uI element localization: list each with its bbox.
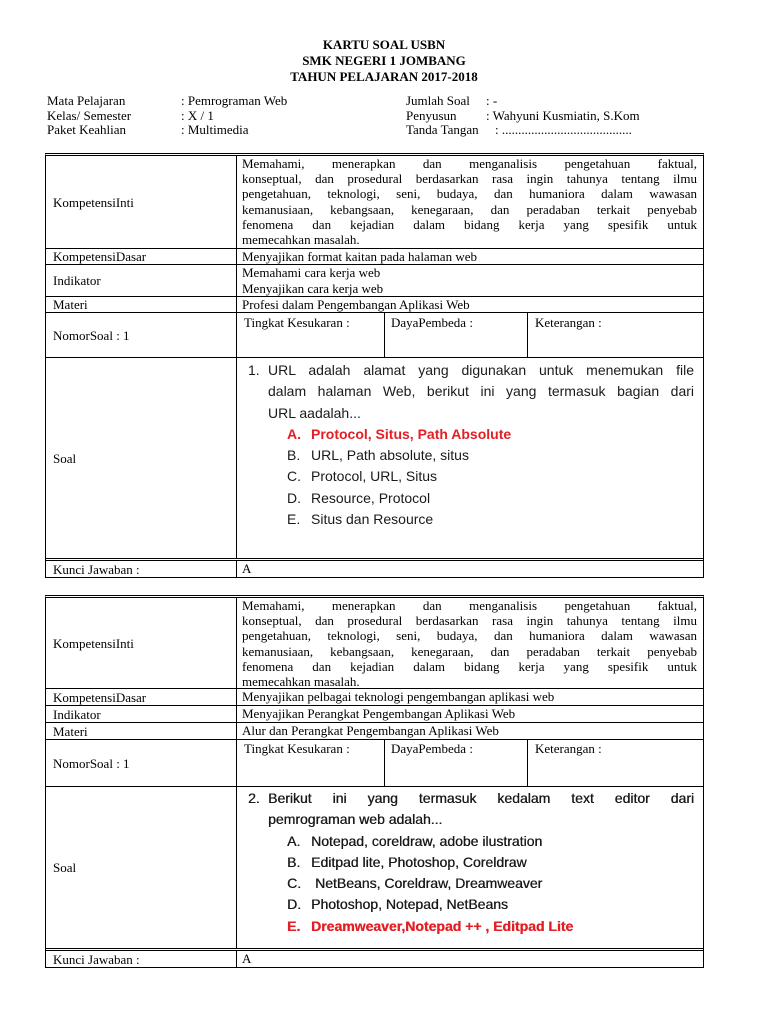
text-line: pengetahuan, teknologi, seni, budaya, dan humaniora dalam wawasan (242, 186, 697, 202)
signature-line: : ........................................ (495, 122, 632, 137)
kompetensi-dasar-label: KompetensiDasar (53, 689, 147, 705)
indikator-label-cell (46, 706, 237, 722)
question-line: dalam halaman Web, berikut ini yang termasuk bagian dari (268, 383, 694, 400)
option-text: Protocol, URL, Situs (311, 468, 438, 485)
row-kunci-jawaban (46, 951, 703, 968)
text-line: pengetahuan, teknologi, seni, budaya, dan humaniora dalam wawasan (242, 628, 697, 644)
nomor-soal-label: NomorSoal : 1 (53, 327, 130, 343)
question-number: 2. (248, 790, 260, 806)
option-letter: D. (287, 489, 301, 506)
question-line (248, 360, 694, 381)
row-kompetensi-dasar (46, 689, 703, 706)
kompetensi-inti-text (237, 156, 703, 248)
soal-label: Soal (53, 860, 77, 875)
soal-label-cell (46, 358, 237, 558)
question-number: 1. (248, 362, 260, 378)
materi-label-cell (46, 723, 237, 739)
option-letter: E. (287, 917, 301, 934)
question-line (248, 788, 694, 809)
author-label: Penyusun (406, 108, 457, 123)
answer-option (268, 466, 694, 487)
subject-label: Mata Pelajaran (47, 93, 126, 108)
row-kunci-jawaban (46, 561, 703, 578)
text-line: Memahami, menerapkan dan menganalisis pengetahuan faktual, (242, 598, 697, 613)
question-count-value: : - (486, 93, 498, 108)
class-semester-value: : X / 1 (181, 108, 214, 123)
indikator-text (237, 706, 703, 722)
row-nomor-soal (46, 313, 703, 358)
option-text: Resource, Protocol (311, 489, 431, 506)
kunci-jawaban-label-cell (46, 951, 237, 967)
remarks: Keterangan : (535, 315, 602, 330)
row-indikator (46, 265, 703, 297)
option-letter: E. (287, 511, 301, 528)
materi-label-cell (46, 297, 237, 312)
kompetensi-dasar-label-cell (46, 249, 237, 264)
question-line: URL aadalah... (268, 404, 361, 421)
question-body (237, 787, 703, 948)
indikator-item: Memahami cara kerja web (242, 265, 381, 280)
kompetensi-inti-label-cell (46, 156, 237, 248)
option-text: Editpad lite, Photoshop, Coreldraw (311, 853, 527, 870)
answer-option (268, 445, 694, 466)
question-meta (237, 740, 703, 786)
indikator-label: Indikator (53, 706, 101, 722)
indikator-label: Indikator (53, 273, 101, 288)
subject-value: : Pemrograman Web (181, 93, 288, 108)
indikator-label-cell (46, 265, 237, 296)
question-card-1 (45, 153, 704, 578)
discrimination-index: DayaPembeda : (385, 313, 528, 357)
soal-label: Soal (53, 450, 77, 466)
kompetensi-inti-label: KompetensiInti (53, 194, 134, 210)
row-indikator (46, 706, 703, 723)
kompetensi-dasar-label-cell (46, 689, 237, 705)
question-text: Berikut ini yang termasuk kedalam text editor dari (268, 790, 694, 806)
discrimination-index: DayaPembeda : (385, 740, 528, 786)
nomor-soal-label-cell (46, 313, 237, 357)
row-kompetensi-inti (46, 156, 703, 249)
text-line: fenomena dan kejadian dalam bidang kerja yang spesifik untuk (242, 658, 697, 674)
answer-option (268, 894, 694, 915)
option-text: Protocol, Situs, Path Absolute (311, 425, 512, 442)
option-letter: C. (287, 468, 301, 485)
answer-option (268, 488, 694, 509)
kompetensi-dasar-text: Menyajikan format kaitan pada halaman web (242, 249, 477, 264)
row-kompetensi-inti (46, 598, 703, 689)
kunci-jawaban-label-cell (46, 561, 237, 577)
kompetensi-dasar-label: KompetensiDasar (53, 249, 147, 264)
option-letter: C. (287, 875, 301, 892)
row-soal (46, 787, 703, 951)
nomor-soal-label-cell (46, 740, 237, 786)
text-line: konseptual, dan prosedural berdasarkan rasa ingin tahunya tentang ilmu (242, 613, 697, 629)
question-text: URL adalah alamat yang digunakan untuk menemukan file (268, 362, 694, 378)
option-letter: B. (287, 447, 301, 464)
option-text: Dreamweaver,Notepad ++ , Editpad Lite (311, 917, 574, 934)
answer-option (268, 509, 694, 530)
skill-package-label: Paket Keahlian (47, 122, 127, 137)
question-meta (237, 313, 703, 357)
materi-label: Materi (53, 297, 88, 312)
question-count-label: Jumlah Soal (406, 93, 470, 108)
option-text: Notepad, coreldraw, adobe ilustration (311, 832, 543, 849)
text-line: fenomena dan kejadian dalam bidang kerja yang spesifik untuk (242, 216, 697, 232)
question-card-2 (45, 595, 704, 968)
answer-option (268, 916, 694, 937)
materi-label: Materi (53, 723, 88, 739)
row-soal (46, 358, 703, 561)
kompetensi-inti-label: KompetensiInti (53, 635, 134, 651)
indikator-item: Menyajikan Perangkat Pengembangan Aplikasi Web (242, 706, 516, 721)
answer-option (268, 873, 694, 894)
class-semester-label: Kelas/ Semester (47, 108, 132, 123)
question-line: pemrograman web adalah... (268, 811, 443, 828)
text-line: konseptual, dan prosedural berdasarkan rasa ingin tahunya tentang ilmu (242, 171, 697, 187)
indikator-item: Menyajikan cara kerja web (242, 280, 384, 296)
text-line: kemanusiaan, kebangsaan, kenegaraan, dan peradaban terkait penyebab (242, 643, 697, 659)
text-line: kemanusiaan, kebangsaan, kenegaraan, dan peradaban terkait penyebab (242, 201, 697, 217)
academic-year: TAHUN PELAJARAN 2017-2018 (290, 69, 478, 84)
kunci-jawaban-label: Kunci Jawaban : (53, 951, 140, 967)
option-letter: B. (287, 853, 301, 870)
materi-text: Profesi dalam Pengembangan Aplikasi Web (242, 297, 470, 312)
row-nomor-soal (46, 740, 703, 787)
kompetensi-inti-text (237, 598, 703, 688)
signature-label: Tanda Tangan (406, 122, 479, 137)
row-materi (46, 723, 703, 740)
document-title: KARTU SOAL USBN (322, 37, 446, 52)
option-text: NetBeans, Coreldraw, Dreamweaver (315, 875, 543, 892)
answer-option (268, 831, 694, 852)
kompetensi-dasar-text: Menyajikan pelbagai teknologi pengembangan aplikasi web (242, 689, 555, 704)
remarks: Keterangan : (535, 741, 602, 756)
text-line: memecahkan masalah. (242, 232, 360, 248)
question-body (237, 358, 703, 558)
answer-key: A (242, 561, 252, 576)
text-line: Memahami, menerapkan dan menganalisis pengetahuan faktual, (242, 156, 697, 171)
difficulty-level: Tingkat Kesukaran : (237, 313, 385, 357)
indikator-text (237, 265, 703, 296)
skill-package-value: : Multimedia (181, 122, 249, 137)
soal-label-cell (46, 787, 237, 948)
nomor-soal-label: NomorSoal : 1 (53, 755, 130, 771)
kunci-jawaban-label: Kunci Jawaban : (53, 561, 140, 577)
option-letter: D. (287, 896, 301, 913)
answer-key: A (242, 951, 252, 966)
answer-option (268, 424, 694, 445)
materi-text: Alur dan Perangkat Pengembangan Aplikasi Web (242, 723, 499, 738)
option-text: URL, Path absolute, situs (311, 447, 469, 464)
school-name: SMK NEGERI 1 JOMBANG (302, 53, 466, 68)
text-line: memecahkan masalah. (242, 674, 360, 688)
kompetensi-inti-label-cell (46, 598, 237, 688)
option-letter: A. (287, 832, 301, 849)
author-value: : Wahyuni Kusmiatin, S.Kom (486, 108, 640, 123)
row-materi (46, 297, 703, 313)
row-kompetensi-dasar (46, 249, 703, 265)
difficulty-level: Tingkat Kesukaran : (237, 740, 385, 786)
answer-option (268, 852, 694, 873)
option-letter: A. (287, 425, 301, 442)
option-text: Photoshop, Notepad, NetBeans (311, 896, 508, 913)
option-text: Situs dan Resource (311, 511, 434, 528)
